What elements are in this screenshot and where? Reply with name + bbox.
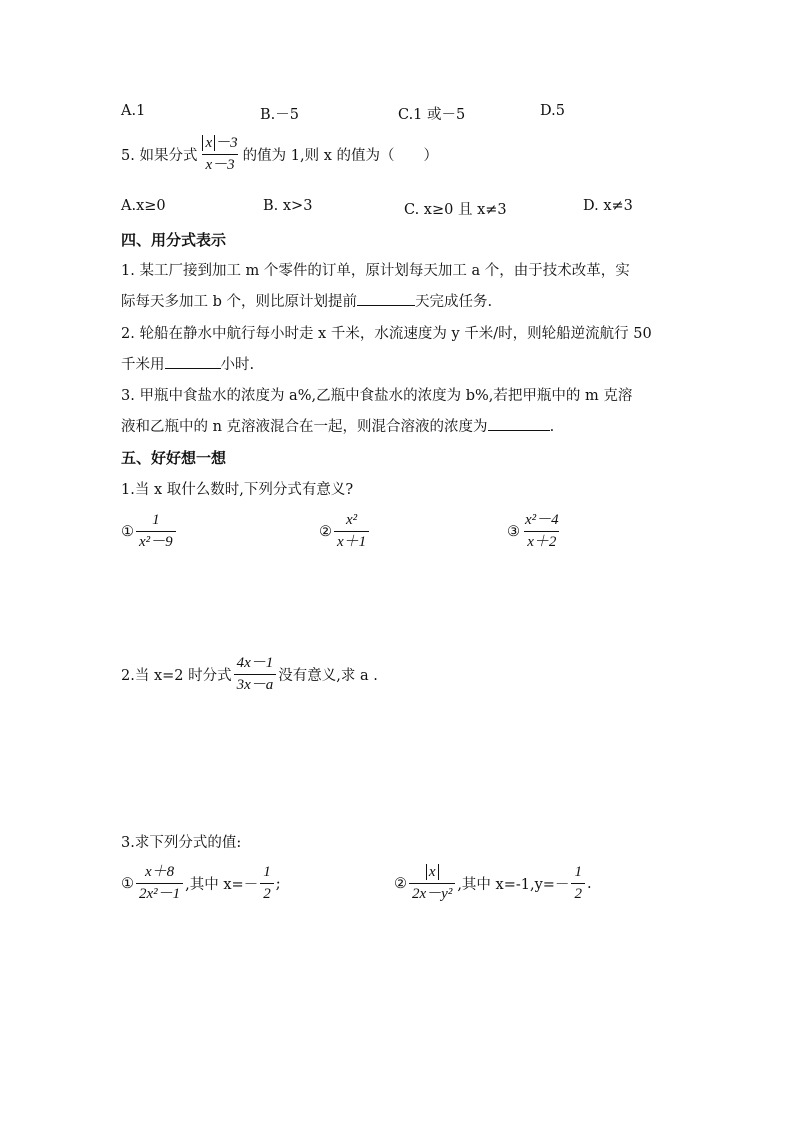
fraction bbox=[522, 512, 562, 552]
q5-option-a: A.x≥0 bbox=[121, 198, 166, 214]
frac-den: 2 bbox=[571, 883, 585, 903]
s4-q2-line1: 2. 轮船在静水中航行每小时走 x 千米，水流速度为 y 千米/时，则轮船逆流航行 50 bbox=[121, 326, 652, 342]
q4-option-d: D.5 bbox=[540, 103, 565, 119]
s5-q1-item-2 bbox=[319, 512, 371, 552]
q5-option-b: B. x>3 bbox=[263, 198, 313, 214]
frac-den: x＋2 bbox=[524, 531, 559, 551]
frac-num: 1 bbox=[263, 864, 271, 880]
frac-den: 2x－y² bbox=[409, 883, 455, 903]
q5-num-rest: －3 bbox=[215, 135, 238, 151]
circled-number-2: ② bbox=[394, 875, 407, 892]
frac-num bbox=[423, 864, 442, 883]
s4-q2-text: 千米用 bbox=[121, 357, 165, 373]
fraction bbox=[136, 512, 176, 552]
s4-q3-line2 bbox=[121, 415, 554, 436]
q4-option-c: C.1 或－5 bbox=[398, 107, 466, 123]
s5-q3-text: 3.求下列分式的值: bbox=[121, 835, 242, 851]
fraction bbox=[334, 512, 369, 552]
frac-num: 1 bbox=[574, 864, 582, 880]
fraction bbox=[234, 655, 277, 695]
q5-prefix: 5. 如果分式 bbox=[121, 148, 198, 165]
frac-den: x＋1 bbox=[334, 531, 369, 551]
q3-item2-mid: ,其中 x=-1,y=－ bbox=[457, 877, 570, 894]
s4-q2-text-end: 小时. bbox=[220, 357, 255, 373]
fraction bbox=[136, 864, 183, 904]
s4-q3-text: 液和乙瓶中的 n 克溶液混合在一起，则混合溶液的浓度为 bbox=[121, 419, 488, 435]
s4-q3-line1: 3. 甲瓶中食盐水的浓度为 a%,乙瓶中食盐水的浓度为 b%,若把甲瓶中的 m 克溶 bbox=[121, 388, 633, 404]
q5-abs-x: x bbox=[202, 135, 215, 151]
s5-q3-item-1 bbox=[121, 864, 281, 904]
abs-x: x bbox=[426, 864, 439, 880]
s5-q1-item-1 bbox=[121, 512, 178, 552]
q5-suffix: 的值为 1,则 x 的值为（ ） bbox=[242, 148, 438, 165]
q5-option-c: C. x≥0 且 x≠3 bbox=[404, 202, 507, 218]
s5-q2 bbox=[121, 655, 378, 695]
circled-number-3: ③ bbox=[507, 523, 520, 540]
s4-q1-text: 际每天多加工 b 个，则比原计划提前 bbox=[121, 294, 357, 310]
s5-q3-item-2 bbox=[394, 864, 592, 904]
circled-number-1: ① bbox=[121, 523, 134, 540]
q5-option-d: D. x≠3 bbox=[583, 198, 633, 214]
frac-num: x² bbox=[346, 512, 358, 528]
s5-q2-suffix: 没有意义,求 a . bbox=[278, 668, 378, 685]
half-fraction bbox=[260, 864, 274, 904]
answer-blank bbox=[357, 293, 415, 306]
circled-number-2: ② bbox=[319, 523, 332, 540]
s5-q2-prefix: 2.当 x=2 时分式 bbox=[121, 668, 232, 685]
fraction bbox=[409, 864, 455, 904]
s4-q1-line2 bbox=[121, 290, 492, 311]
s4-q2-line2 bbox=[121, 353, 254, 374]
q3-item2-end: . bbox=[586, 875, 592, 892]
s5-q1-text: 1.当 x 取什么数时,下列分式有意义? bbox=[121, 482, 354, 498]
q4-option-b: B.－5 bbox=[260, 107, 299, 123]
q3-item1-mid: ,其中 x=－ bbox=[185, 877, 259, 894]
s4-q1-text-end: 天完成任务. bbox=[415, 294, 493, 310]
section5-title: 五、好好想一想 bbox=[121, 449, 227, 467]
frac-num: 4x－1 bbox=[236, 655, 274, 671]
frac-num: x²－4 bbox=[525, 512, 559, 528]
q5-question bbox=[121, 135, 438, 175]
s4-q3-text-end: . bbox=[549, 419, 555, 435]
frac-den: 2 bbox=[260, 883, 274, 903]
frac-num: x＋8 bbox=[144, 864, 175, 880]
frac-den: x²－9 bbox=[136, 531, 176, 551]
s4-q1-line1: 1. 某工厂接到加工 m 个零件的订单，原计划每天加工 a 个，由于技术改革，实 bbox=[121, 263, 630, 279]
answer-blank bbox=[488, 418, 550, 431]
answer-blank bbox=[165, 356, 221, 369]
half-fraction bbox=[571, 864, 585, 904]
q4-option-a: A.1 bbox=[121, 103, 146, 119]
q5-den: x－3 bbox=[202, 154, 237, 174]
frac-num: 1 bbox=[152, 512, 160, 528]
section4-title: 四、用分式表示 bbox=[121, 231, 227, 249]
q3-item1-end: ; bbox=[275, 875, 281, 892]
circled-number-1: ① bbox=[121, 875, 134, 892]
q5-fraction bbox=[199, 135, 240, 175]
s5-q1-item-3 bbox=[507, 512, 564, 552]
frac-den: 2x²－1 bbox=[136, 883, 183, 903]
frac-den: 3x－a bbox=[234, 674, 277, 694]
